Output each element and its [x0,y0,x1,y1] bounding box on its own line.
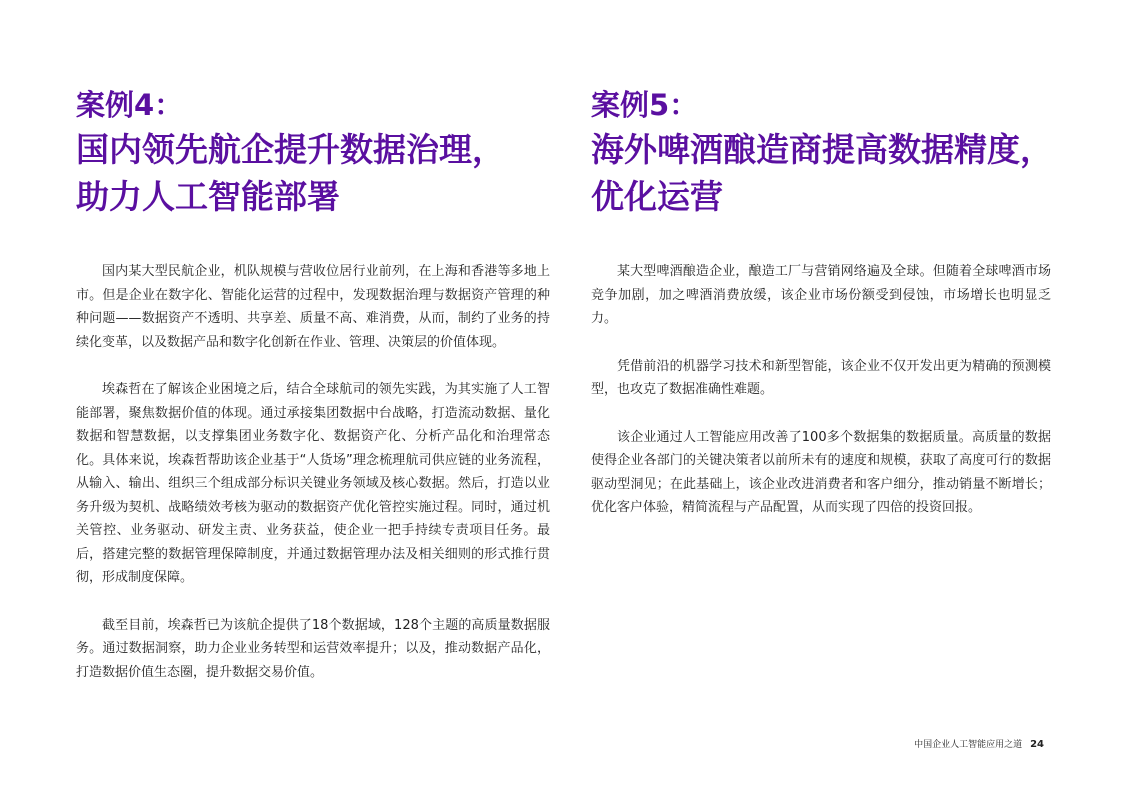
case-4-title-line-2: 助力人工智能部署 [76,177,340,216]
case-5-label: 案例5： [591,88,699,122]
case-4-paragraph-1: 国内某大型民航企业，机队规模与营收位居行业前列，在上海和香港等多地上市。但是企业在数字化、智能化运营的过程中，发现数据治理与数据资产管理的种种问题——数据资产不透明、共享差、质量不高、难消费，从而，制约了业务的持续化变革，以及数据产品和数字化创新在作业、管理、决策层的价值体现。 [76,264,550,350]
page-footer [914,739,1044,751]
case-4-paragraph-3: 截至目前，埃森哲已为该航企提供了18个数据域，128个主题的高质量数据服务。通过数据洞察，助力企业业务转型和运营效率提升；以及，推动数据产品化，打造数据价值生态圈，提升数据交易价值。 [76,617,550,680]
case-5-paragraph-3: 该企业通过人工智能应用改善了100多个数据集的数据质量。高质量的数据使得企业各部门的关键决策者以前所未有的速度和规模，获取了高度可行的数据驱动型洞见；在此基础上，该企业改进消费者和客户细分，推动销量不断增长；优化客户体验，精简流程与产品配置，从而实现了四倍的投资回报。 [591,429,1051,515]
page-number: 24 [1030,739,1044,750]
publication-title: 中国企业人工智能应用之道 [914,740,1023,750]
case-5-paragraph-2: 凭借前沿的机器学习技术和新型智能，该企业不仅开发出更为精确的预测模型，也攻克了数据准确性难题。 [591,358,1051,397]
case-4-title-line-1: 国内领先航企提升数据治理， [76,130,505,169]
case-5-paragraph-1: 某大型啤酒酿造企业，酿造工厂与营销网络遍及全球。但随着全球啤酒市场竞争加剧，加之啤酒消费放缓，该企业市场份额受到侵蚀，市场增长也明显乏力。 [591,264,1051,326]
case-4-title [76,126,505,220]
case-4-body [76,260,550,708]
case-4-paragraph-2: 埃森哲在了解该企业困境之后，结合全球航司的领先实践，为其实施了人工智能部署，聚焦数据价值的体现。通过承接集团数据中台战略，打造流动数据、量化数据和智慧数据，以支撑集团业务数字化、数据资产化、分析产品化和治理常态化。具体来说，埃森哲帮助该企业基于“人货场”理念梳理航司供应链的业务流程，从输入、输出、组织三个组成部分标识关键业务领域及核心数据。然后，打造以业务升级为契机、战略绩效考核为驱动的数据资产优化管控实施过程。同时，通过机关管控、业务驱动、研发主责、业务获益，使企业一把手持续专责项目任务。最后，搭建完整的数据管理保障制度，并通过数据管理办法及相关细则的形式推行贯彻，形成制度保障。 [76,382,550,585]
case-4-label: 案例4： [76,88,184,122]
case-5-title-line-1: 海外啤酒酿造商提高数据精度， [591,130,1053,169]
case-5-body [591,260,1051,544]
case-5-title [591,126,1053,220]
case-5-title-line-2: 优化运营 [591,177,723,216]
